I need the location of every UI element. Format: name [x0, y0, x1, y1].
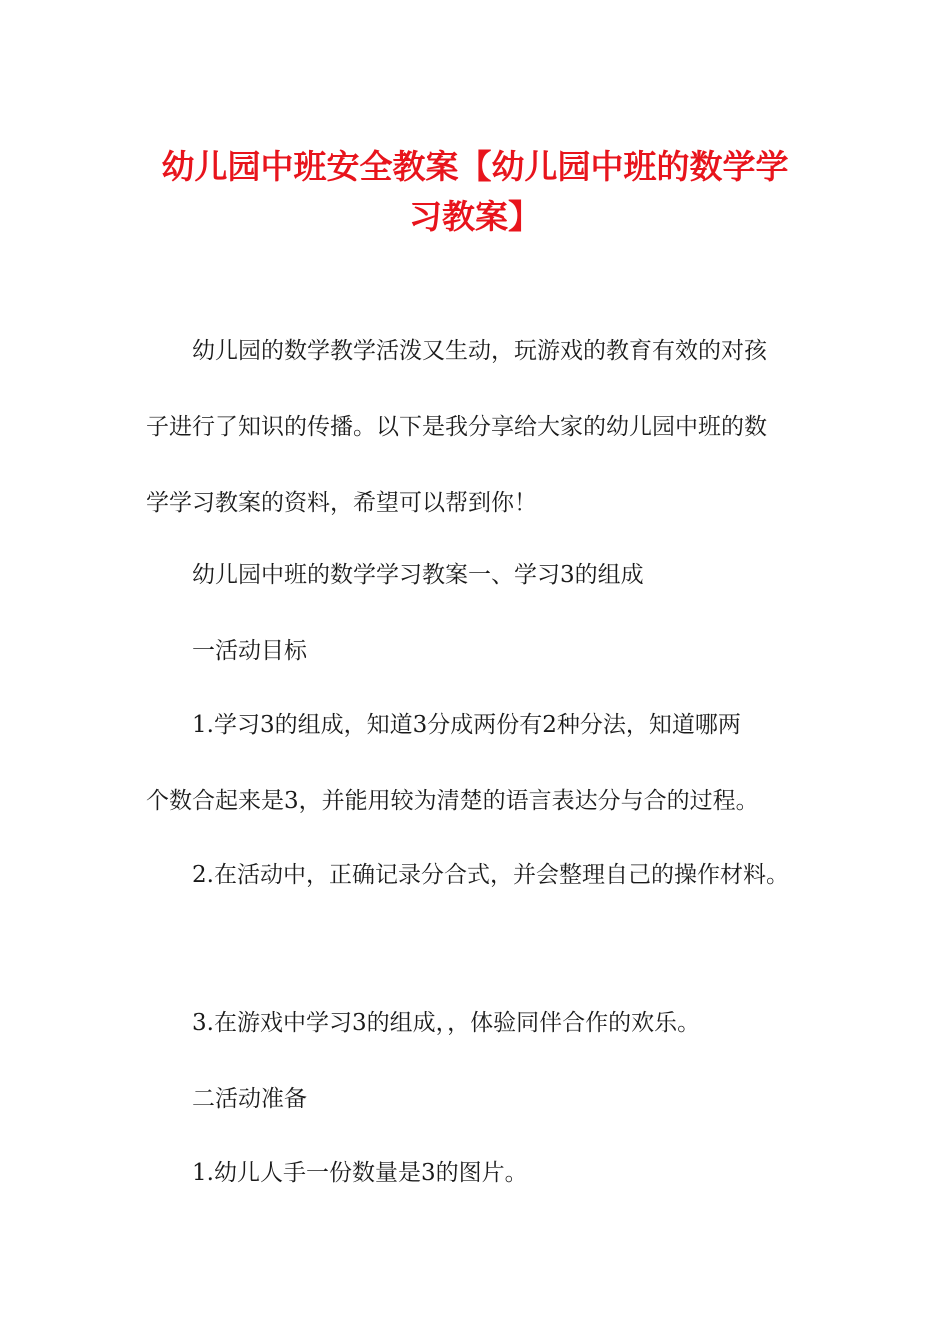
intro-paragraph [146, 336, 826, 564]
paragraph-line: 1.学习3的组成，知道3分成两份有2种分法，知道哪两 [192, 712, 741, 738]
section-heading [146, 560, 826, 636]
paragraph-line: 2.在活动中，正确记录分合式，并会整理自己的操作材料。 [192, 862, 789, 888]
section-heading [146, 636, 826, 712]
list-item [146, 1008, 826, 1084]
title-line: 习教案】 [409, 197, 541, 236]
section-heading [146, 1084, 826, 1160]
list-item [146, 1158, 826, 1234]
document-title [0, 142, 950, 242]
list-item [146, 710, 826, 862]
paragraph-line: 1.幼儿人手一份数量是3的图片。 [192, 1160, 528, 1186]
paragraph-line: 个数合起来是3，并能用较为清楚的语言表达分与合的过程。 [146, 788, 759, 814]
paragraph-line: 一活动目标 [192, 638, 307, 664]
paragraph-line: 学学习教案的资料，希望可以帮到你！ [146, 490, 537, 516]
paragraph-line: 幼儿园的数学教学活泼又生动，玩游戏的教育有效的对孩 [192, 338, 767, 364]
title-line: 幼儿园中班安全教案【幼儿园中班的数学学 [161, 147, 789, 186]
paragraph-line: 子进行了知识的传播。以下是我分享给大家的幼儿园中班的数 [146, 414, 767, 440]
paragraph-line: 二活动准备 [192, 1086, 307, 1112]
paragraph-line: 幼儿园中班的数学学习教案一、学习3的组成 [192, 562, 644, 588]
list-item [146, 860, 826, 936]
paragraph-line: 3.在游戏中学习3的组成，，体验同伴合作的欢乐。 [192, 1010, 701, 1036]
